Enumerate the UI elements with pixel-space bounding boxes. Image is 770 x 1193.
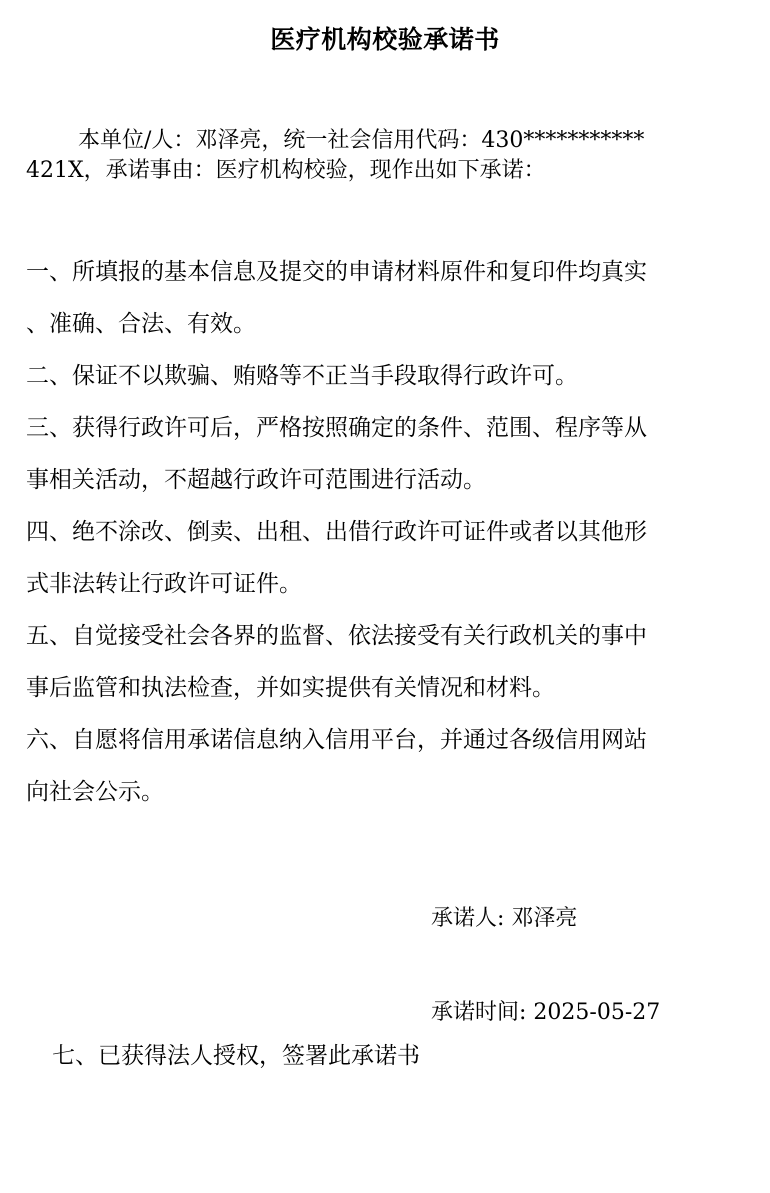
commitment-list: [26, 246, 741, 818]
commitment-line: 三、获得行政许可后，严格按照确定的条件、范围、程序等从: [26, 415, 647, 441]
signing-date: 承诺时间: 2025-05-27: [431, 1000, 661, 1025]
commitment-line: 事相关活动，不超越行政许可范围进行活动。: [26, 467, 486, 493]
commitment-line: 一、所填报的基本信息及提交的申请材料原件和复印件均真实: [26, 259, 647, 285]
commitment-line: 四、绝不涂改、倒卖、出租、出借行政许可证件或者以其他形: [26, 519, 647, 545]
commitment-line: 式非法转让行政许可证件。: [26, 571, 302, 597]
commitment-line: 五、自觉接受社会各界的监督、依法接受有关行政机关的事中: [26, 623, 647, 649]
signatory: 承诺人: 邓泽亮: [431, 906, 578, 931]
commitment-line: 、准确、合法、有效。: [26, 311, 256, 337]
commitment-line: 事后监管和执法检查，并如实提供有关情况和材料。: [26, 675, 555, 701]
commitment-line: 二、保证不以欺骗、贿赂等不正当手段取得行政许可。: [26, 363, 578, 389]
intro-paragraph: [26, 126, 746, 186]
document-title: 医疗机构校验承诺书: [270, 25, 500, 54]
commitment-line: 向社会公示。: [26, 779, 164, 805]
intro-line-1: 本单位/人：邓泽亮，统一社会信用代码：430***********: [78, 128, 645, 153]
commitment-line: 六、自愿将信用承诺信息纳入信用平台，并通过各级信用网站: [26, 727, 647, 753]
commitment-last-line: 七、已获得法人授权，签署此承诺书: [52, 1043, 420, 1069]
intro-line-2: 421X，承诺事由：医疗机构校验，现作出如下承诺：: [26, 158, 546, 183]
